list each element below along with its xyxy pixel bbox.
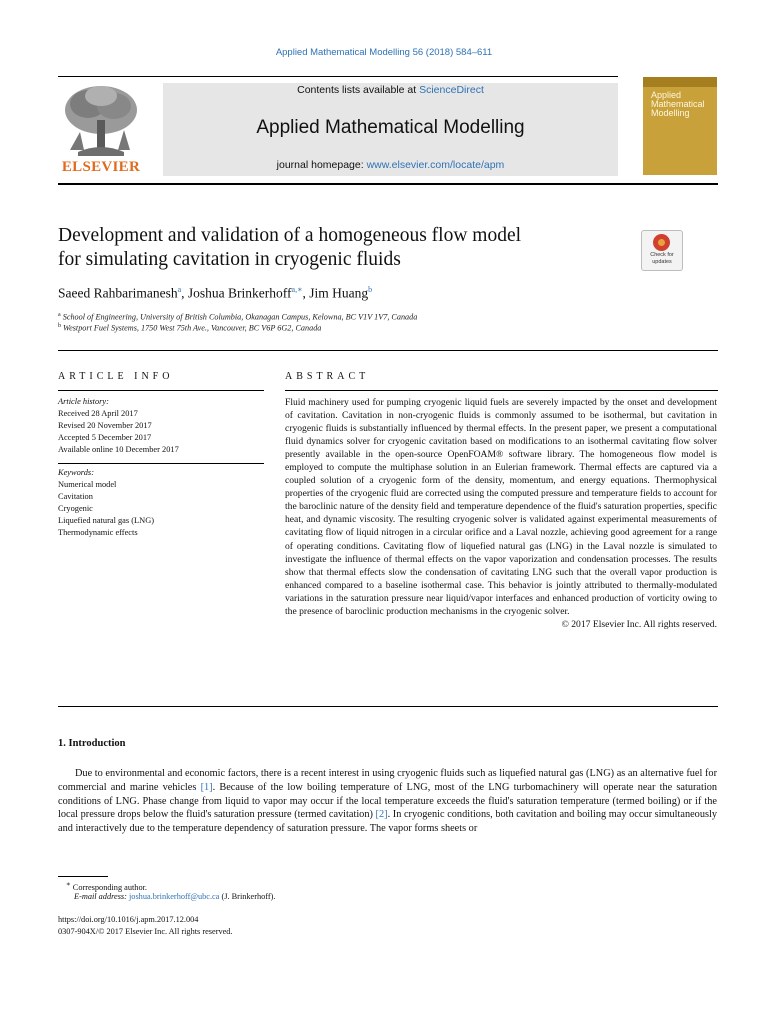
introduction-heading: 1. Introduction	[58, 738, 126, 749]
corresponding-mark: ∗	[66, 881, 71, 888]
journal-homepage-line	[163, 159, 618, 171]
history-item: Revised 20 November 2017	[58, 421, 152, 430]
abstract-end-rule	[58, 706, 718, 707]
abstract-rule	[285, 390, 718, 391]
cover-title-line2: Mathematical	[651, 99, 705, 109]
keyword-item: Cavitation	[58, 492, 93, 501]
author-affil-sup[interactable]: b	[368, 285, 373, 294]
journal-citation-link[interactable]: Applied Mathematical Modelling 56 (2018) 584–611	[275, 47, 493, 58]
article-history	[58, 396, 264, 456]
header-bottom-rule	[58, 183, 718, 185]
affiliation-text: Westport Fuel Systems, 1750 West 75th Ave., Vancouver, BC V6P 6G2, Canada	[63, 323, 322, 333]
intro-text: . Because of the low boiling temperature of LNG, most of the LNG turbomachinery will operate near the saturation conditions of LNG. Phase change from liquid to vapor may occur if the local temperature exceeds the fluid's saturation temperature (termed boiling) or if the local pressure drops below the fluid's saturation pressure (termed cavitation)	[58, 781, 717, 821]
history-item: Accepted 5 December 2017	[58, 433, 152, 442]
author-list: Saeed Rahbarimanesh$^a$, Joshua Brinkerhoff$^{a,∗}$, Jim Huang$^b$	[58, 285, 373, 301]
cover-title	[651, 91, 713, 118]
updates-badge-line2: updates	[652, 258, 672, 265]
keyword-item: Thermodynamic effects	[58, 528, 138, 537]
issn-line: 0307-904X/© 2017 Elsevier Inc. All rights reserved.	[58, 927, 233, 936]
corresponding-author-note	[66, 880, 147, 892]
reference-link[interactable]: [2]	[375, 809, 388, 821]
paper-title	[58, 224, 618, 271]
paper-title-line2: for simulating cavitation in cryogenic fluids	[58, 248, 401, 270]
contents-prefix: Contents lists available at	[297, 84, 420, 96]
keyword-item: Cryogenic	[58, 504, 93, 513]
sciencedirect-link[interactable]: ScienceDirect	[419, 84, 484, 96]
author-affil-sup[interactable]: a,∗	[291, 285, 303, 294]
cover-band	[643, 77, 717, 87]
email-link[interactable]: joshua.brinkerhoff@ubc.ca	[129, 892, 220, 901]
email-label: E-mail address:	[74, 892, 129, 901]
footnote-rule	[58, 876, 108, 877]
reference-link[interactable]: [1]	[200, 781, 213, 793]
affiliation-rule	[58, 350, 718, 351]
intro-text: . In cryogenic conditions, both cavitation and boiling may occur simultaneously and interactively due to the temperature dependency of saturation pressure. The vapor forms sheets or	[58, 809, 717, 835]
journal-cover-thumbnail[interactable]	[643, 77, 717, 175]
article-info-rule	[58, 390, 264, 391]
introduction-paragraph	[58, 767, 717, 836]
intro-text: Due to environmental and economic factors, there is a recent interest in using cryogenic fluids such as liquefied natural gas (LNG) as an alternative fuel for commercial and marine vehicles	[58, 768, 717, 793]
abstract-heading: ABSTRACT	[285, 371, 370, 382]
author-name[interactable]: Saeed Rahbarimanesh	[58, 285, 178, 301]
keywords-label: Keywords:	[58, 468, 94, 477]
history-item: Received 28 April 2017	[58, 409, 138, 418]
updates-badge-label	[642, 252, 682, 265]
check-for-updates-button[interactable]	[641, 230, 683, 271]
author-name[interactable]: Jim Huang	[309, 285, 369, 301]
homepage-prefix: journal homepage:	[276, 159, 367, 171]
cover-title-line3: Modelling	[651, 108, 690, 118]
elsevier-wordmark: ELSEVIER	[61, 159, 141, 175]
homepage-link[interactable]: www.elsevier.com/locate/apm	[366, 159, 505, 171]
update-badge-inner-icon	[658, 239, 665, 246]
cover-title-line1: Applied	[651, 90, 682, 100]
affiliation-sup: a	[58, 312, 61, 318]
history-item: Available online 10 December 2017	[58, 445, 179, 454]
author-name[interactable]: Joshua Brinkerhoff	[187, 285, 292, 301]
keyword-item: Numerical model	[58, 480, 117, 489]
email-footnote	[74, 892, 276, 901]
affiliation	[58, 312, 417, 322]
keywords-rule	[58, 463, 264, 464]
history-label: Article history:	[58, 397, 109, 406]
header-top-rule	[58, 76, 618, 77]
affiliation	[58, 323, 321, 333]
abstract-copyright: © 2017 Elsevier Inc. All rights reserved.	[561, 618, 717, 630]
abstract-text	[285, 396, 717, 631]
author-affil-sup[interactable]: a	[177, 285, 182, 294]
affiliation-sup: b	[58, 323, 61, 329]
email-suffix: (J. Brinkerhoff).	[219, 892, 276, 901]
contents-available-line	[163, 84, 618, 96]
keyword-item: Liquefied natural gas (LNG)	[58, 516, 155, 525]
affiliation-text: School of Engineering, University of British Columbia, Okanagan Campus, Kelowna, BC V1V 1V7, Canada	[62, 312, 418, 322]
article-info-heading: ARTICLE INFO	[58, 371, 174, 382]
corresponding-text: Corresponding author.	[72, 882, 147, 892]
updates-badge-line1: Check for	[650, 252, 674, 258]
keywords-list	[58, 467, 264, 539]
abstract-paragraph: Fluid machinery used for pumping cryogenic liquid fuels are severely impacted by the onset and development of cavitation. Cavitation in non-cryogenic fluids is commonly assumed to be isothermal, but cavitation in cryogenic fluids is substantially influenced by thermal effects. In the present paper, we present a computational fluid dynamics solver for cryogenic cavitation based on modifications to an isothermal cavitating flow solver presently available in the open-source OpenFOAM® software library. The homogeneous flow model is employed to compute the multiphase solution in an Eulerian framework. Thermal effects are captured via a coupled solution of a cryogenic form of the density, momentum, and energy equations. Thermophysical properties of the cryogenic fluid are corrected using the computed pressure and temperature fields to account for the baroclinic nature of the density field and temperature dependence of the fluid's saturation properties, specific heat, and dynamic viscosity. The resulting cryogenic solver is validated against experimental measurements of cavitating flow of liquid nitrogen in a circular orifice and a Laval nozzle, achieving good agreement for a range of operating conditions. Cavitating flow of liquefied natural gas (LNG) in the Laval nozzle is simulated to investigate the influence of thermal effects on the vapor vaporization and condensation processes. The results show that thermal effects slow the condensation of cavitating LNG such that the overall vapor production is enhanced compared to a baseline isothermal case. This behavior is jointly attributed to thermally-modulated variations in the saturation pressure near liquid/vapor interfaces and enhanced production of vorticity owing to the presence of baroclinic production mechanisms in the cryogenic solver.	[285, 397, 717, 617]
journal-title: Applied Mathematical Modelling	[256, 117, 525, 138]
doi-link[interactable]: https://doi.org/10.1016/j.apm.2017.12.004	[58, 915, 199, 924]
paper-title-line1: Development and validation of a homogeneous flow model	[58, 225, 522, 246]
